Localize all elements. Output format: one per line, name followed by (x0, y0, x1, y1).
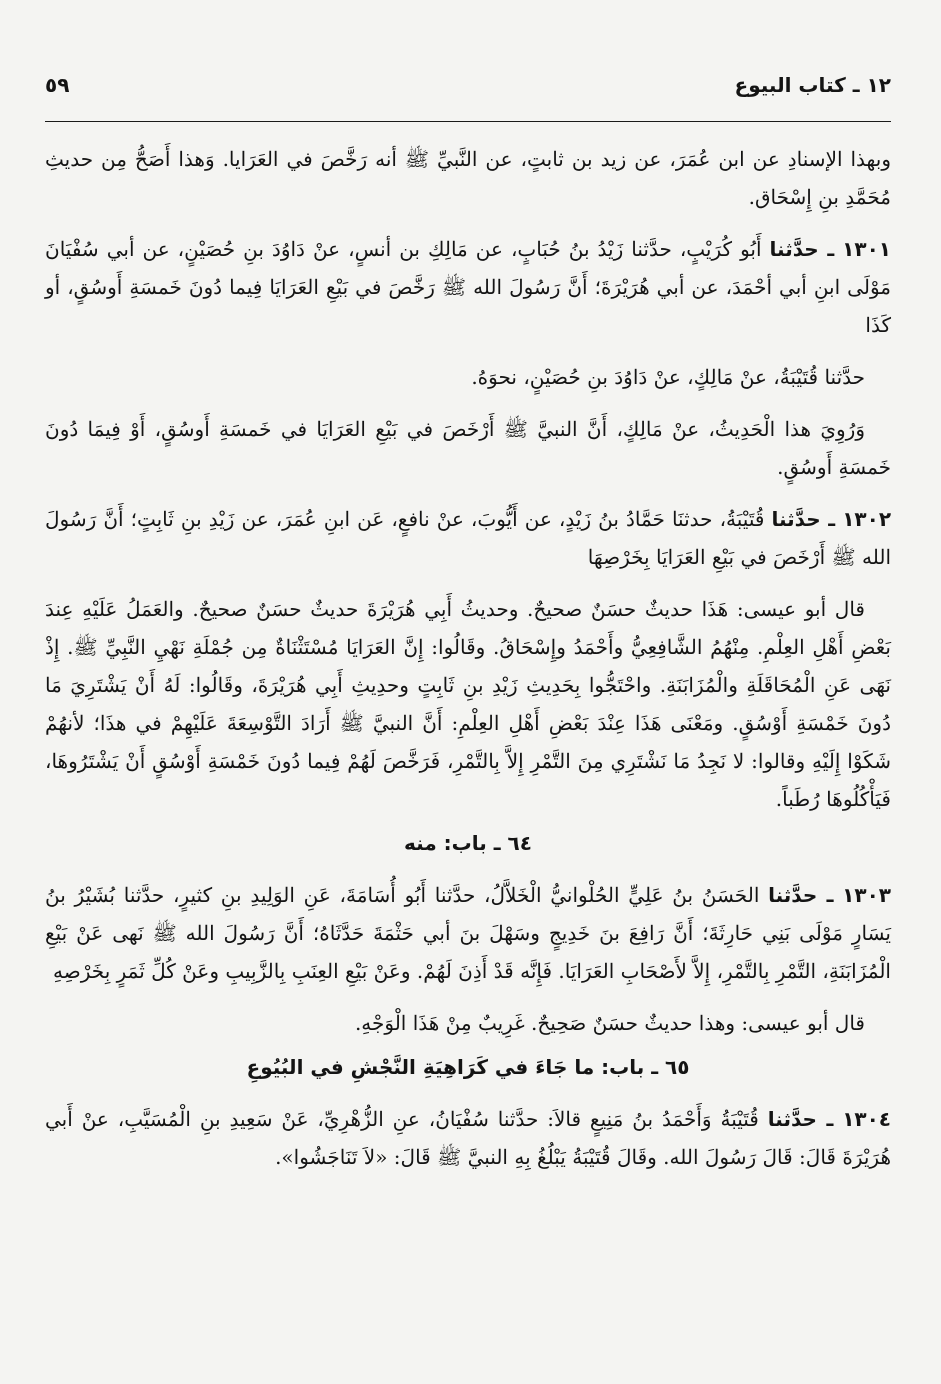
paragraph-text: حدَّثنا قُتَيْبَةُ، عنْ مَالِكٍ، عنْ دَاوُدَ بنِ حُصَيْنٍ، نحوَهُ. (471, 365, 865, 389)
chapter-heading-64 (45, 824, 891, 862)
hadith-1303: ١٣٠٣ ـ حدَّثنا الحَسَنُ بنُ عَلِيٍّ الحُلْوانيُّ الْخَلاَّلُ، حدَّثنا أَبُو أُسَامَةَ، عَنِ الوَلِيدِ بنِ كثيرٍ، حدَّثنا بُشَيْرُ بنُ يَسَارٍ مَوْلَى بَنِي حَارِثَةَ؛ أَنَّ رَافِعَ بنَ خَدِيجٍ وسَهْلَ بنَ أبي حَثْمَةَ حَدَّثَاهُ؛ أَنَّ رَسُولَ الله ﷺ نَهى عَنْ بَيْعِ الْمُزَابَنَةِ، التَّمْرِ بِالتَّمْرِ، إِلاَّ لأَصْحَابِ العَرَايَا. فَإِنَّه قَدْ أَذِنَ لَهُمْ. وعَنْ بَيْعِ العِنَبِ بِالزَّبِيبِ وعَنْ كُلِّ ثَمَرٍ بِخَرْصِهِ (45, 883, 891, 983)
paragraph-qutaybah (45, 358, 891, 396)
chapter-title: ٦٥ ـ باب: ما جَاءَ في كَرَاهِيَةِ النَّجْشِ في البُيُوعِ (246, 1055, 690, 1079)
paragraph-abu-isa-grading (45, 1004, 891, 1042)
book-title: ١٢ ـ كتاب البيوع (734, 73, 891, 97)
hadith-1302: ١٣٠٢ ـ حدَّثنا قُتَيْبَةُ، حدثنَا حَمَّادُ بنُ زَيْدٍ، عن أَيُّوبَ، عنْ نافعٍ، عَن ابنِ عُمَرَ، عن زَيْدِ بنِ ثَابِتٍ؛ أَنَّ رَسُولَ الله ﷺ أَرْخَصَ في بَيْعِ العَرَايَا بِخَرْصِهَا (45, 507, 892, 569)
hadith-lead: حدَّثنا (769, 237, 819, 261)
hadith-text: الحَسَنُ بنُ عَلِيٍّ الحُلْوانيُّ الْخَلاَّلُ، حدَّثنا أَبُو أُسَامَةَ، عَنِ الوَلِيدِ بنِ كثيرٍ، حدَّثنا بُشَيْرُ بنُ يَسَارٍ مَوْلَى بَنِي حَارِثَةَ؛ أَنَّ رَافِعَ بنَ خَدِيجٍ وسَهْلَ بنَ أبي حَثْمَةَ حَدَّثَاهُ؛ أَنَّ رَسُولَ الله ﷺ نَهى عَنْ بَيْعِ الْمُزَابَنَةِ، التَّمْرِ بِالتَّمْرِ، إِلاَّ لأَصْحَابِ العَرَايَا. فَإِنَّه قَدْ أَذِنَ لَهُمْ. وعَنْ بَيْعِ العِنَبِ بِالزَّبِيبِ وعَنْ كُلِّ ثَمَرٍ بِخَرْصِهِ (45, 883, 891, 983)
hadith-lead: حدَّثنا (767, 1107, 817, 1131)
paragraph-intro (45, 140, 891, 216)
chapter-title: ٦٤ ـ باب: منه (404, 831, 532, 855)
chapter-heading-65 (45, 1048, 891, 1086)
hadith-text: قُتَيْبَةُ، حدثنَا حَمَّادُ بنُ زَيْدٍ، عن أَيُّوبَ، عنْ نافعٍ، عَن ابنِ عُمَرَ، عن زَيْدِ بنِ ثَابِتٍ؛ أَنَّ رَسُولَ الله ﷺ أَرْخَصَ في بَيْعِ العَرَايَا بِخَرْصِهَا (45, 507, 891, 569)
hadith-number: ١٣٠١ (842, 237, 891, 261)
hadith-number: ١٣٠٢ (842, 507, 892, 531)
running-head (45, 70, 891, 100)
paragraph-text: قال أبو عيسى: وهذا حديثٌ حسَنٌ صَحِيحٌ. غَرِيبٌ مِنْ هَذَا الْوَجْهِ. (354, 1011, 865, 1035)
hadith-text: قُتَيْبَةُ وَأَحْمَدُ بنُ مَنِيعٍ قالاَ: حدَّثنا سُفْيَانُ، عنِ الزُّهْرِيِّ، عَنْ سَعِيدِ بنِ الْمُسَيَّبِ، عنْ أَبي هُرَيْرَةَ قَالَ: قَالَ رَسُولَ الله. وقَالَ قُتَيْبَةُ يَبْلُغُ بِهِ النبيَّ ﷺ قَالَ: «لاَ تَنَاجَشُوا». (45, 1107, 891, 1169)
hadith-number: ١٣٠٣ (842, 883, 891, 907)
body-text (45, 140, 891, 1176)
paragraph-ruwiya (45, 410, 891, 486)
hadith-1301: ١٣٠١ ـ حدَّثنا أَبُو كُرَيْبٍ، حدَّثنا زَيْدُ بنُ حُبَابٍ، عن مَالِكِ بن أنسٍ، عنْ دَاوُدَ بنِ حُصَيْنٍ، عن أبي سُفْيَانَ مَوْلَى ابنِ أبي أحْمَدَ، عن أبي هُرَيْرَةَ؛ أَنَّ رَسُولَ الله ﷺ رَخَّصَ في بَيْعِ العَرَايَا فِيما دُونَ خَمسَةِ أَوسُقٍ، أو كَذَا (45, 237, 891, 337)
header-rule (45, 121, 891, 122)
paragraph-text: وبهذا الإسنادِ عن ابن عُمَرَ، عن زيد بن ثابتٍ، عن النَّبيِّ ﷺ أنه رَخَّصَ في العَرَايا. وَهذا أَصَحُّ مِن حديثِ مُحَمَّدِ بنِ إِسْحَاق. (45, 147, 891, 209)
paragraph-abu-isa-commentary (45, 590, 891, 818)
paragraph-text: وَرُوِيَ هذا الْحَدِيثُ، عنْ مَالِكٍ، أَنَّ النبيَّ ﷺ أَرْخَصَ في بَيْعِ العَرَايَا في خَمسَةِ أَوسُقٍ، أَوْ فِيمَا دُونَ خَمسَةِ أَوسُقٍ. (45, 417, 891, 479)
hadith-number: ١٣٠٤ (842, 1107, 892, 1131)
hadith-lead: حدَّثنا (771, 507, 821, 531)
hadith-1304: ١٣٠٤ ـ حدَّثنا قُتَيْبَةُ وَأَحْمَدُ بنُ مَنِيعٍ قالاَ: حدَّثنا سُفْيَانُ، عنِ الزُّهْرِيِّ، عَنْ سَعِيدِ بنِ الْمُسَيَّبِ، عنْ أَبي هُرَيْرَةَ قَالَ: قَالَ رَسُولَ الله. وقَالَ قُتَيْبَةُ يَبْلُغُ بِهِ النبيَّ ﷺ قَالَ: «لاَ تَنَاجَشُوا». (45, 1107, 892, 1169)
hadith-text: أَبُو كُرَيْبٍ، حدَّثنا زَيْدُ بنُ حُبَابٍ، عن مَالِكِ بن أنسٍ، عنْ دَاوُدَ بنِ حُصَيْنٍ، عن أبي سُفْيَانَ مَوْلَى ابنِ أبي أحْمَدَ، عن أبي هُرَيْرَةَ؛ أَنَّ رَسُولَ الله ﷺ رَخَّصَ في بَيْعِ العَرَايَا فِيما دُونَ خَمسَةِ أَوسُقٍ، أو كَذَا (45, 237, 891, 337)
paragraph-text: قال أبو عيسى: هَذَا حديثٌ حسَنٌ صحيحٌ. وحديثُ أَبِي هُرَيْرَةَ حديثٌ حسَنٌ صحيحٌ. والعَمَلُ عَلَيْهِ عِندَ بَعْضِ أَهْلِ العِلْمِ. مِنْهُمُ الشَّافِعِيُّ وأَحْمَدُ وإِسْحَاقُ. وقَالُوا: إِنَّ العَرَايَا مُسْتَثْنَاةٌ مِن جُمْلَةِ نَهْيِ النَّبِيِّ ﷺ. إِذْ نَهَى عَنِ الْمُحَاقَلَةِ والْمُزَابَنَةِ. واحْتَجُّوا بِحَدِيثِ زَيْدِ بنِ ثَابِتٍ وحدِيثِ أَبِي هُرَيْرَةَ، وقَالُوا: لَهُ أَنْ يَشْتَرِيَ مَا دُونَ خَمْسَةِ أَوْسُقٍ. ومَعْنَى هَذَا عِنْدَ بَعْضِ أَهْلِ العِلْمِ: أَنَّ النبيَّ ﷺ أَرَادَ التَّوْسِعَةَ عَلَيْهِمْ في هذَا؛ لأنهُمْ شَكَوْا إِلَيْهِ وقالوا: لا نَجِدُ مَا نَشْتَرِي مِنَ التَّمْرِ إِلاَّ بِالتَّمْرِ، فَرَخَّصَ لَهُمْ فِيما دُونَ خَمْسَةِ أَوْسُقٍ أَنْ يَشْتَرُوهَا، فَيَأْكُلُوهَا رُطَباً. (45, 597, 891, 811)
page-number: ٥٩ (45, 73, 70, 97)
hadith-lead: حدَّثنا (768, 883, 818, 907)
